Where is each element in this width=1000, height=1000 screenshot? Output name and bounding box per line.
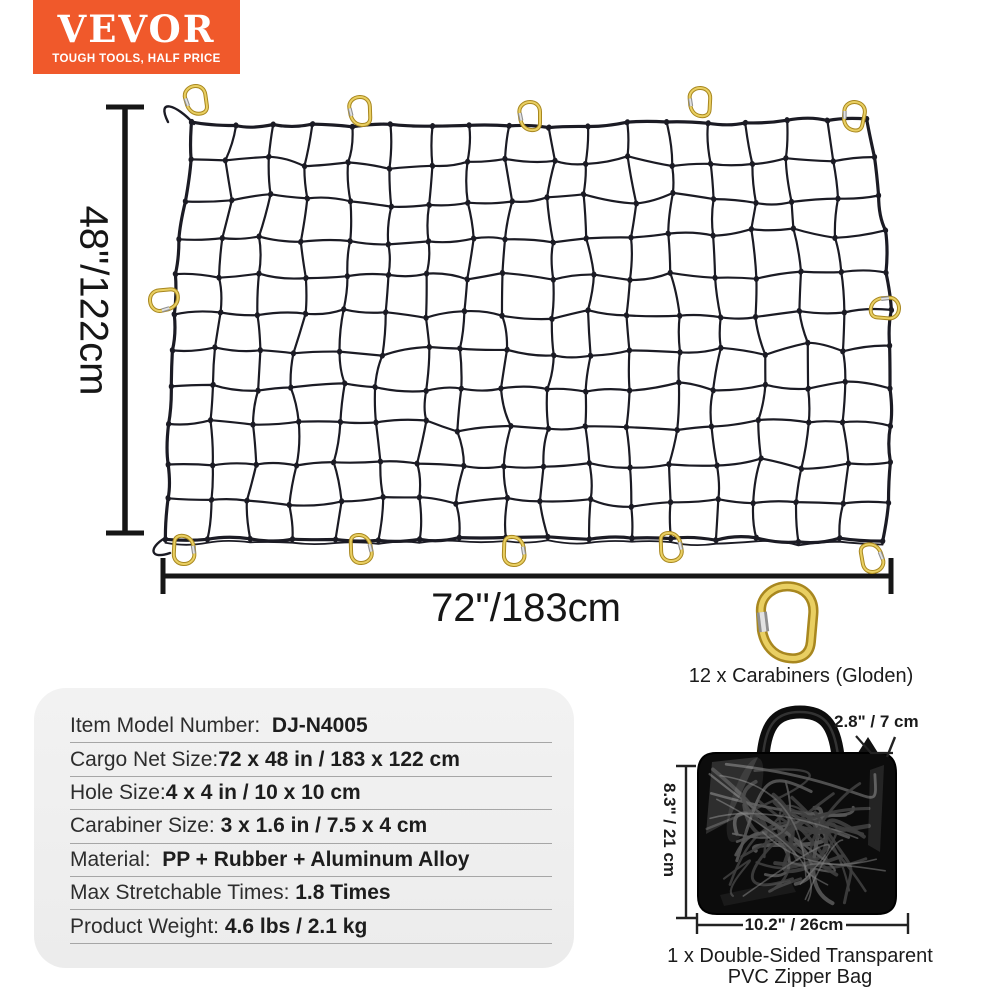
bag-caption-line1: 1 x Double-Sided Transparent [667, 945, 933, 967]
net-cord [168, 497, 888, 507]
carabiner-clip-icon [351, 535, 373, 564]
net-cord [417, 126, 432, 539]
net-cord [540, 128, 555, 537]
spec-label: Hole Size: [70, 780, 166, 804]
carabiner-clip-icon [757, 584, 816, 660]
spec-label: Material: [70, 847, 163, 871]
spec-label: Carabiner Size: [70, 814, 221, 838]
spec-label: Max Stretchable Times: [70, 881, 296, 905]
spec-row-hole-size [70, 777, 552, 810]
spec-label: Cargo Net Size: [70, 747, 219, 771]
bag-height-label: 8.3" / 21 cm [660, 782, 679, 878]
spec-row-model [70, 710, 552, 743]
net-cord [168, 458, 890, 468]
net-cord [192, 118, 867, 127]
net-cord [207, 126, 236, 540]
net-cord [169, 419, 891, 431]
carabiner-clip-icon [870, 296, 900, 319]
carabiner-clip-icon [841, 100, 867, 132]
pvc-zipper-bag-illustration [698, 712, 896, 914]
net-width-label: 72"/183cm [431, 586, 621, 630]
net-cord [584, 127, 594, 540]
spec-row-stretch [70, 877, 552, 910]
net-height-label: 48"/122cm [71, 205, 116, 396]
spec-value: 4.6 lbs / 2.1 kg [224, 914, 368, 938]
bag-width-label: 10.2" / 26cm [744, 915, 844, 934]
spec-label: Product Weight: [70, 914, 225, 938]
net-cord [171, 382, 890, 392]
net-cord [175, 270, 886, 280]
carabiner-clip-icon [689, 87, 711, 116]
spec-value: PP + Rubber + Aluminum Alloy [162, 847, 470, 871]
spec-row-weight [70, 910, 552, 943]
spec-label: Item Model Number: [70, 714, 272, 738]
spec-table [34, 688, 574, 968]
net-cord [626, 122, 636, 538]
net-cord [191, 156, 874, 169]
net-cord [707, 123, 720, 540]
spec-value: 1.8 Times [295, 881, 391, 905]
net-cord [745, 123, 765, 538]
net-cord [786, 120, 810, 542]
net-cord [247, 125, 273, 539]
brand-tagline: TOUGH TOOLS, HALF PRICE [52, 53, 221, 65]
net-cord [867, 119, 892, 541]
carabiner-clip-icon [184, 85, 208, 116]
net-cord [827, 121, 848, 539]
carabiner-count-label: 12 x Carabiners (Gloden) [688, 665, 914, 687]
net-cord [174, 309, 891, 319]
carabiner-clip-icon [860, 542, 885, 573]
bag-handle-width-label: 2.8" / 7 cm [834, 712, 919, 731]
carabiner-icon [757, 584, 816, 660]
spec-row-material [70, 844, 552, 877]
spec-value: 4 x 4 in / 10 x 10 cm [165, 780, 361, 804]
net-cord [667, 122, 680, 539]
net-cord [456, 125, 474, 537]
spec-row-net-size [70, 743, 552, 776]
bag-caption [650, 946, 950, 988]
net-cord [334, 127, 353, 540]
spec-value: 3 x 1.6 in / 7.5 x 4 cm [220, 814, 428, 838]
brand-name: VEVOR [57, 7, 216, 51]
brand-logo [33, 0, 240, 74]
cargo-net-illustration [154, 106, 896, 555]
net-cord [289, 124, 312, 539]
bag-caption-line2: PVC Zipper Bag [727, 966, 873, 988]
carabiner-clip-icon [504, 537, 526, 566]
carabiner-clip-icon [349, 97, 371, 126]
net-cord [165, 122, 191, 539]
spec-row-carabiner-size [70, 810, 552, 843]
net-cord [501, 126, 512, 538]
net-cord [185, 193, 878, 207]
net-cord [375, 124, 391, 540]
net-cord [179, 229, 886, 245]
spec-value: DJ-N4005 [271, 714, 368, 738]
spec-value: 72 x 48 in / 183 x 122 cm [218, 747, 460, 771]
net-cord [172, 343, 889, 358]
